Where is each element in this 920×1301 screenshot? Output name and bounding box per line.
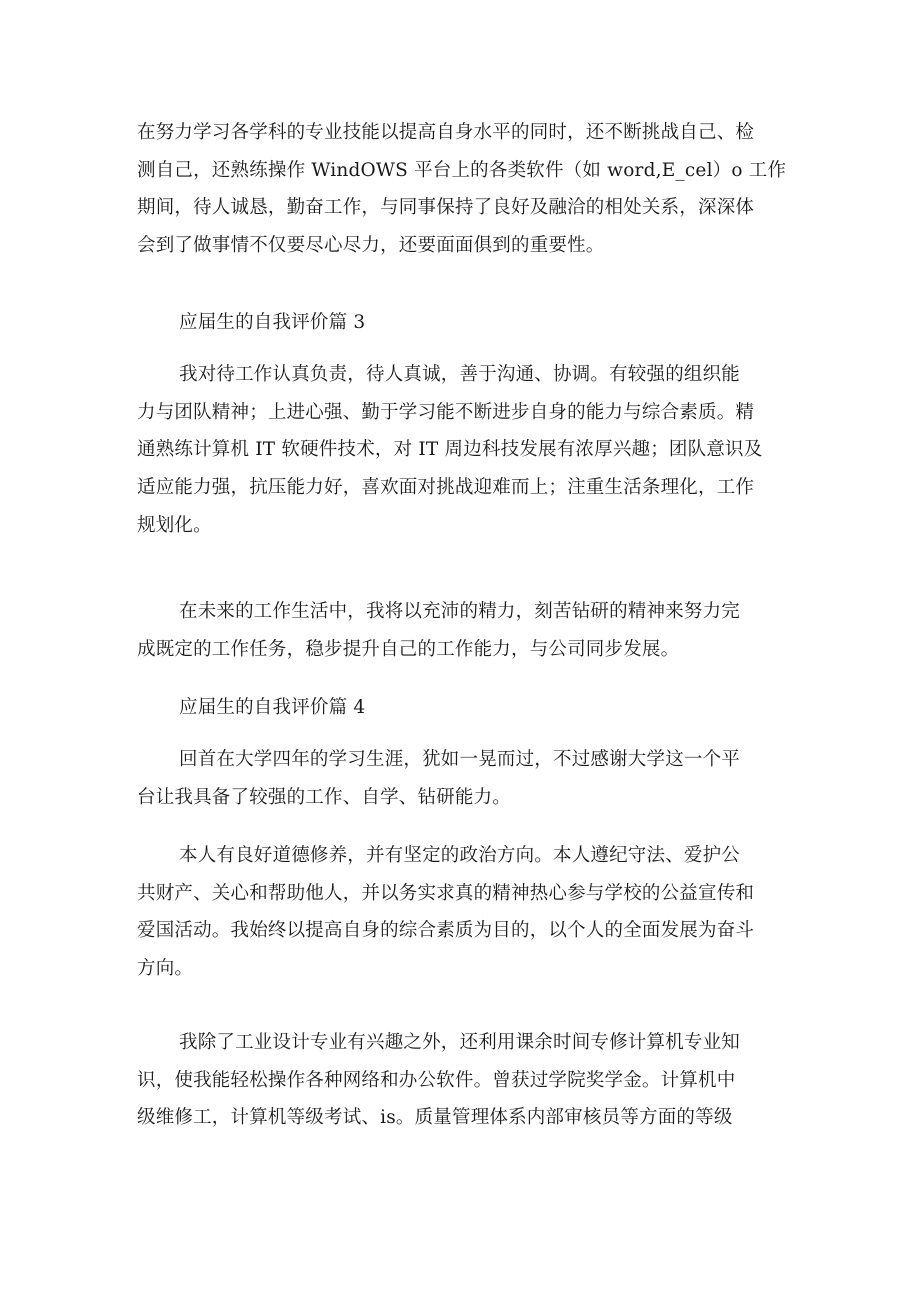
text-line: 成既定的工作任务，稳步提升自己的工作能力，与公司同步发展。 (137, 638, 680, 660)
text-line: 我对待工作认真负责，待人真诚，善于沟通、协调。有较强的组织能 (179, 364, 741, 385)
paragraph-university-review (137, 741, 797, 816)
paragraph-moral-quality (137, 837, 797, 988)
text-line: 力与团队精神；上进心强、勤于学习能不断进步自身的能力与综合素质。精 (137, 401, 755, 423)
text-line: 本人有良好道德修养，并有坚定的政治方向。本人遵纪守法、爱护公 (179, 845, 741, 866)
text-line: 通熟练计算机 IT 软硬件技术，对 IT 周边科技发展有浓厚兴趣；团队意识及 (137, 439, 763, 461)
text-line: 识，使我能轻松操作各种网络和办公软件。曾获过学院奖学金。计算机中 (137, 1069, 736, 1091)
text-line: 期间，待人诚恳，勤奋工作，与同事保持了良好及融洽的相处关系，深深体 (137, 197, 755, 219)
text-line: 台让我具备了较强的工作、自学、钻研能力。 (137, 786, 512, 808)
text-line: 会到了做事情不仅要尽心尽力，还要面面俱到的重要性。 (137, 235, 605, 257)
text-line: 我除了工业设计专业有兴趣之外，还利用课余时间专修计算机专业知 (179, 1032, 741, 1053)
paragraph-computer-skills (137, 1024, 797, 1137)
text-line: 适应能力强，抗压能力好，喜欢面对挑战迎难而上；注重生活条理化，工作 (137, 477, 755, 499)
text-line: 测自己，还熟练操作 WindOWS 平台上的各类软件（如 word,E_cel）o 工作 (137, 159, 787, 181)
paragraph-work-attitude (137, 356, 797, 545)
section-heading-3 (137, 304, 797, 342)
text-line: 在努力学习各学科的专业技能以提高自身水平的同时，还不断挑战自己、检 (137, 122, 755, 143)
text-line: 方向。 (137, 958, 194, 980)
text-line: 规划化。 (137, 514, 212, 536)
paragraph-skills (137, 114, 797, 265)
text-line: 在未来的工作生活中，我将以充沛的精力，刻苦钻研的精神来努力完 (179, 601, 741, 622)
section-heading-4 (137, 689, 797, 727)
heading-text: 应届生的自我评价篇 4 (179, 697, 366, 718)
text-line: 共财产、关心和帮助他人，并以务实求真的精神热心参与学校的公益宣传和 (137, 882, 755, 904)
text-line: 级维修工，计算机等级考试、is。质量管理体系内部审核员等方面的等级 (137, 1107, 733, 1129)
text-line: 回首在大学四年的学习生涯，犹如一晃而过，不过感谢大学这一个平 (179, 749, 741, 770)
text-line: 爱国活动。我始终以提高自身的综合素质为目的，以个人的全面发展为奋斗 (137, 920, 755, 942)
heading-text: 应届生的自我评价篇 3 (179, 312, 366, 333)
paragraph-future-work (137, 593, 797, 668)
